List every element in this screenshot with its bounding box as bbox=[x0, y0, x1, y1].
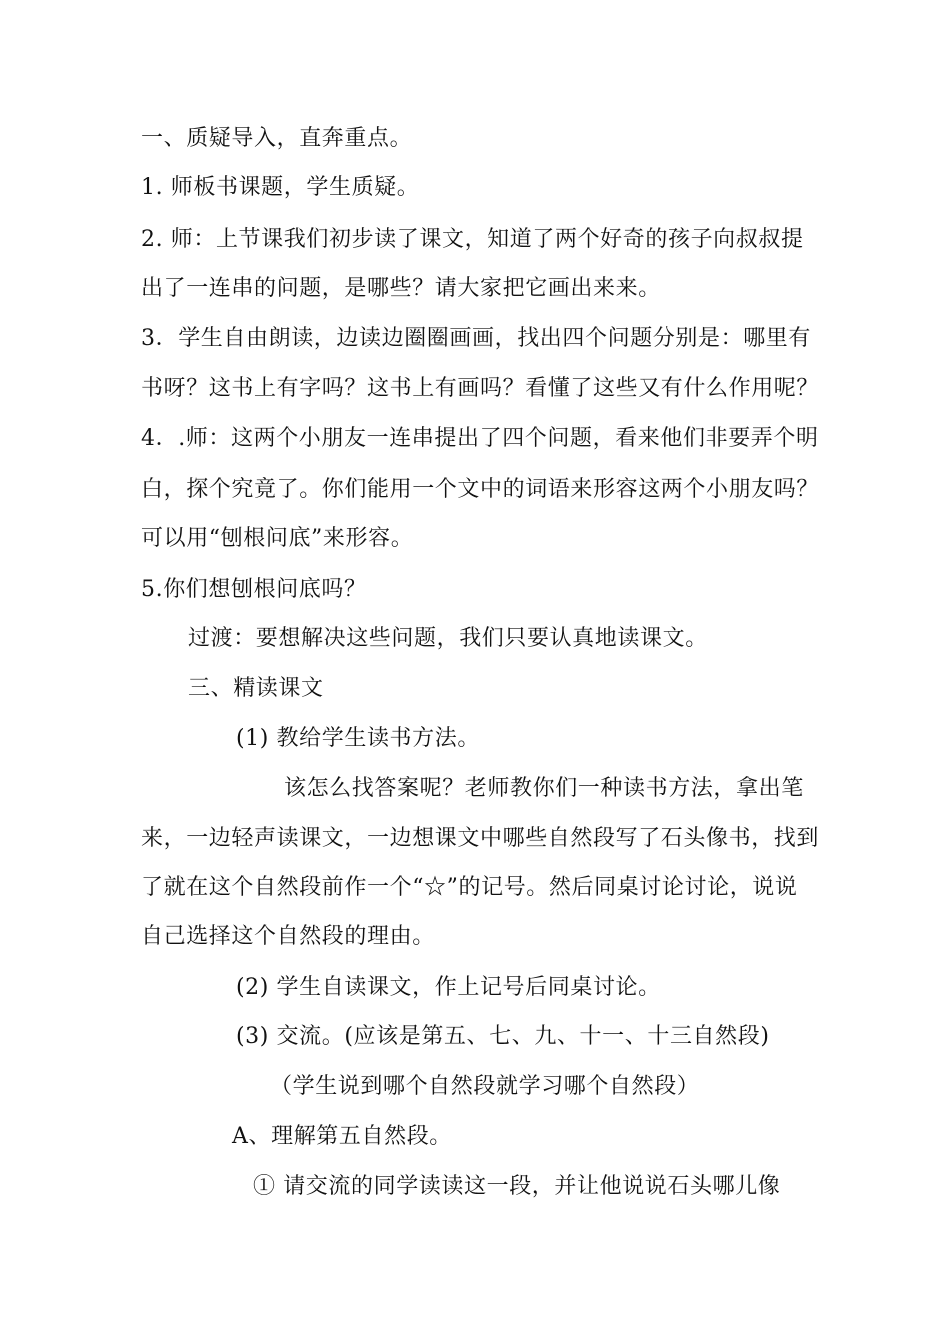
paragraph-line: 1. 师板书课题，学生质疑。 bbox=[141, 175, 420, 200]
paragraph-line: 2. 师：上节课我们初步读了课文，知道了两个好奇的孩子向叔叔提 bbox=[141, 227, 804, 252]
step-item: (1) 教给学生读书方法。 bbox=[236, 726, 480, 751]
paragraph-line: 自己选择这个自然段的理由。 bbox=[141, 924, 435, 949]
paragraph-line: 书呀？这书上有字吗？这书上有画吗？看懂了这些又有什么作用呢？ bbox=[141, 376, 820, 401]
paragraph-line: 了就在这个自然段前作一个“☆”的记号。然后同桌讨论讨论，说说 bbox=[141, 875, 798, 900]
section-heading-intro: 一、质疑导入，直奔重点。 bbox=[141, 126, 413, 151]
note-line: （学生说到哪个自然段就学习哪个自然段） bbox=[270, 1074, 700, 1099]
paragraph-line: 出了一连串的问题，是哪些？请大家把它画出来来。 bbox=[141, 276, 661, 301]
section-heading-reading: 三、精读课文 bbox=[188, 676, 324, 701]
paragraph-line: 5.你们想刨根问底吗？ bbox=[141, 577, 367, 602]
list-item: ① 请交流的同学读读这一段，并让他说说石头哪儿像 bbox=[253, 1174, 781, 1199]
paragraph-line: 可以用“刨根问底”来形容。 bbox=[141, 526, 414, 551]
paragraph-line: 该怎么找答案呢？老师教你们一种读书方法，拿出笔 bbox=[284, 776, 804, 801]
step-item: (3) 交流。(应该是第五、七、九、十一、十三自然段) bbox=[236, 1024, 770, 1049]
paragraph-line: 4．.师：这两个小朋友一连串提出了四个问题，看来他们非要弄个明 bbox=[141, 426, 819, 451]
step-item: (2) 学生自读课文，作上记号后同桌讨论。 bbox=[236, 975, 661, 1000]
subsection-heading: A、理解第五自然段。 bbox=[232, 1124, 452, 1149]
paragraph-line: 白，探个究竟了。你们能用一个文中的词语来形容这两个小朋友吗？ bbox=[141, 477, 820, 502]
transition-line: 过渡：要想解决这些问题，我们只要认真地读课文。 bbox=[188, 626, 708, 651]
paragraph-line: 3．学生自由朗读，边读边圈圈画画，找出四个问题分别是：哪里有 bbox=[141, 326, 811, 351]
paragraph-line: 来，一边轻声读课文，一边想课文中哪些自然段写了石头像书，找到 bbox=[141, 826, 820, 851]
